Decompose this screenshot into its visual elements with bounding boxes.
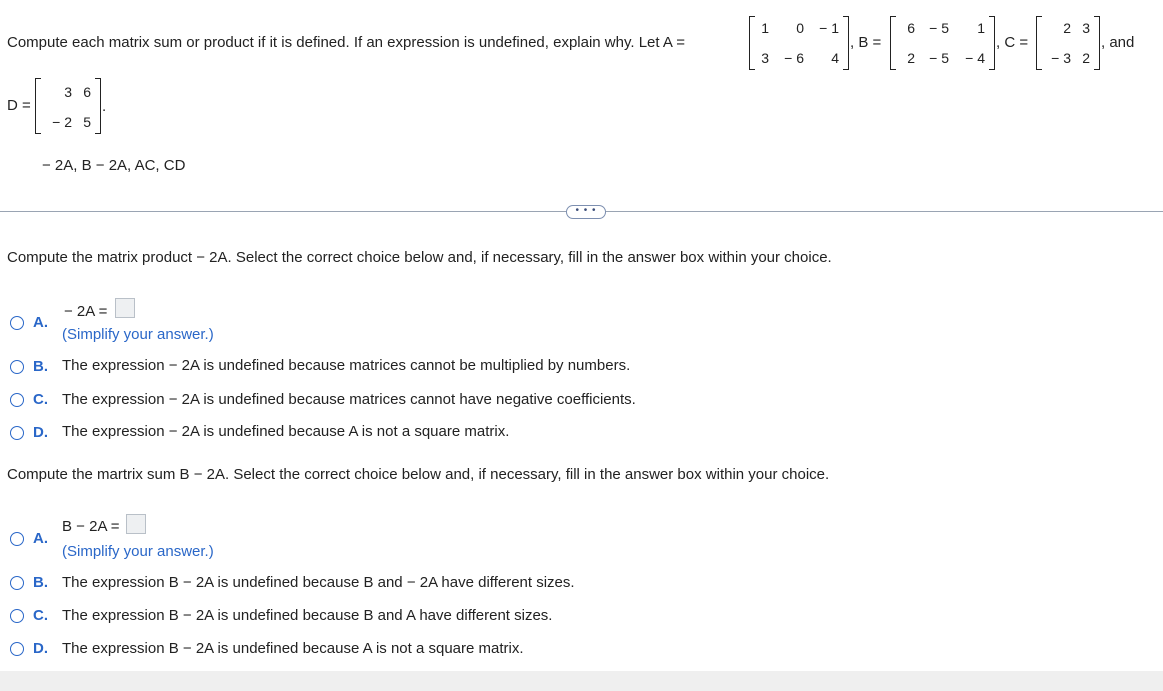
q1-choice-a-letter[interactable]: A.: [33, 314, 48, 331]
matrix-cell: 3: [1082, 20, 1090, 36]
more-button[interactable]: • • •: [566, 205, 606, 219]
q1-radio-d[interactable]: [10, 426, 24, 440]
matrix-cell: 6: [907, 20, 915, 36]
matrix-cell: − 2: [52, 114, 72, 130]
matrix-c: [1036, 16, 1100, 70]
matrix-right-bracket: [843, 16, 849, 70]
q2-choice-b-text[interactable]: The expression B − 2A is undefined because B and − 2A have different sizes.: [62, 574, 575, 591]
matrix-cell: − 5: [929, 20, 949, 36]
matrix-cell: 2: [1082, 50, 1090, 66]
q1-choice-d-letter[interactable]: D.: [33, 424, 48, 441]
matrix-cell: 6: [83, 84, 91, 100]
q1-choice-d-text[interactable]: The expression − 2A is undefined because A is not a square matrix.: [62, 423, 510, 440]
q2-radio-d[interactable]: [10, 642, 24, 656]
matrix-cell: 3: [761, 50, 769, 66]
and-label: , and: [1101, 34, 1135, 51]
matrix-cell: − 6: [784, 50, 804, 66]
q2-radio-b[interactable]: [10, 576, 24, 590]
d-end: .: [102, 98, 107, 115]
q1-simplify-hint: (Simplify your answer.): [62, 326, 214, 343]
matrix-left-bracket: [890, 16, 896, 70]
q1-radio-a[interactable]: [10, 316, 24, 330]
bottom-bar: [0, 671, 1163, 691]
matrix-cell: 3: [64, 84, 72, 100]
q2-simplify-hint: (Simplify your answer.): [62, 543, 214, 560]
q2-choice-b-letter[interactable]: B.: [33, 574, 48, 591]
matrix-right-bracket: [95, 78, 101, 134]
c-label: , C =: [996, 34, 1029, 51]
matrix-d: [35, 78, 101, 134]
q2-choice-c-letter[interactable]: C.: [33, 607, 48, 624]
q1-choice-b-letter[interactable]: B.: [33, 358, 48, 375]
matrix-cell: 0: [796, 20, 804, 36]
matrix-right-bracket: [989, 16, 995, 70]
matrix-cell: 2: [1063, 20, 1071, 36]
b-label: , B =: [850, 34, 882, 51]
q1-choice-b-text[interactable]: The expression − 2A is undefined because matrices cannot be multiplied by numbers.: [62, 357, 631, 374]
q2-choice-a-letter[interactable]: A.: [33, 530, 48, 547]
matrix-cell: − 4: [965, 50, 985, 66]
matrix-b: [890, 16, 995, 70]
matrix-left-bracket: [1036, 16, 1042, 70]
matrix-left-bracket: [35, 78, 41, 134]
matrix-a: [749, 16, 849, 70]
q1-answer-box[interactable]: [115, 298, 135, 318]
matrix-cell: 1: [977, 20, 985, 36]
expressions-list: − 2A, B − 2A, AC, CD: [42, 157, 186, 174]
q1-radio-b[interactable]: [10, 360, 24, 374]
matrix-cell: − 3: [1051, 50, 1071, 66]
problem-intro: Compute each matrix sum or product if it is defined. If an expression is undefined, explain why. Let A =: [7, 34, 686, 51]
q2-choice-c-text[interactable]: The expression B − 2A is undefined because B and A have different sizes.: [62, 607, 553, 624]
matrix-cell: 5: [83, 114, 91, 130]
matrix-cell: − 1: [819, 20, 839, 36]
q2-choice-d-text[interactable]: The expression B − 2A is undefined because A is not a square matrix.: [62, 640, 524, 657]
q1-choice-a-expr: − 2A =: [64, 303, 108, 320]
q2-prompt: Compute the martrix sum B − 2A. Select the correct choice below and, if necessary, fill in the answer box within your choice.: [7, 466, 830, 483]
matrix-cell: 2: [907, 50, 915, 66]
q1-prompt: Compute the matrix product − 2A. Select the correct choice below and, if necessary, fill in the answer box within your choice.: [7, 249, 832, 266]
matrix-cell: − 5: [929, 50, 949, 66]
matrix-right-bracket: [1094, 16, 1100, 70]
d-label: D =: [7, 97, 31, 114]
q1-choice-c-text[interactable]: The expression − 2A is undefined because matrices cannot have negative coefficients.: [62, 391, 636, 408]
q2-choice-a-expr: B − 2A =: [62, 518, 120, 535]
q1-radio-c[interactable]: [10, 393, 24, 407]
q2-radio-a[interactable]: [10, 532, 24, 546]
matrix-left-bracket: [749, 16, 755, 70]
q2-radio-c[interactable]: [10, 609, 24, 623]
q1-choice-c-letter[interactable]: C.: [33, 391, 48, 408]
q2-choice-d-letter[interactable]: D.: [33, 640, 48, 657]
matrix-cell: 1: [761, 20, 769, 36]
matrix-cell: 4: [831, 50, 839, 66]
q2-answer-box[interactable]: [126, 514, 146, 534]
